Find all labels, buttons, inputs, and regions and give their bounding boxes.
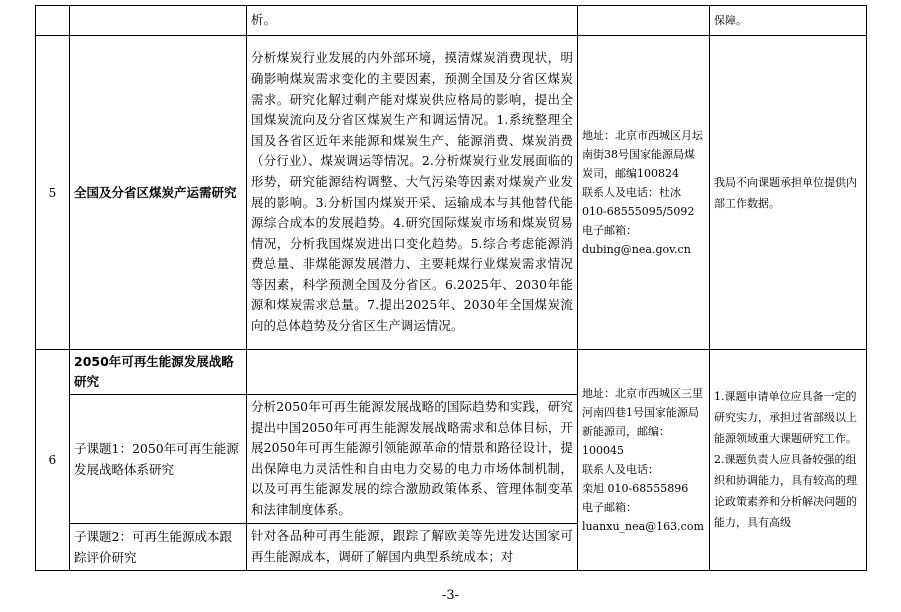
- contact-info: [578, 36, 710, 350]
- subtask-content: 分析2050年可再生能源发展战略的国际趋势和实践，研究提出中国2050年可再生能源发展战略需求和总体目标，开展2050年可再生能源引领能源革命的情景和路径设计，提出保障电力灵活性和自由电力交易的电力市场体制机制，以及可再生能源发展的综合激励政策体系、管理体制变革和法律制度体系。: [247, 395, 578, 524]
- contact-address: 地址：北京市西城区月坛南街38号国家能源局煤炭司，邮编100824: [582, 129, 703, 180]
- project-note: 1.课题申请单位应具备一定的研究实力，承担过省部级以上能源领域重大课题研究工作。2.课题负责人应具备较强的组织和协调能力，具有较高的理论政策素养和分析解决问题的能力，具有高级: [710, 350, 867, 571]
- row-number-cell: [36, 6, 70, 36]
- contact-info: [578, 350, 710, 571]
- project-title: 全国及分省区煤炭产运需研究: [70, 36, 247, 350]
- projects-table: [35, 5, 867, 571]
- subtask-title: 子课题1：2050年可再生能源发展战略体系研究: [70, 395, 247, 524]
- contact-person-label: 联系人及电话：: [582, 462, 659, 476]
- table-row: [36, 350, 867, 395]
- subtask-title: 子课题2：可再生能源成本跟踪评价研究: [70, 523, 247, 570]
- page-number: -3-: [441, 588, 460, 603]
- project-content: 分析煤炭行业发展的内外部环境，摸清煤炭消费现状，明确影响煤炭需求变化的主要因素，预测全国及分省区煤炭需求。研究化解过剩产能对煤炭供应格局的影响，提出全国煤炭流向及分省区煤炭生产和调运情况。1.系统整理全国及各省区近年来能源和煤炭生产、能源消费、煤炭消费（分行业）、煤炭调运等情况。2.分析煤炭行业发展面临的形势，研究能源结构调整、大气污染等因素对煤炭产业发展的影响。3.分析国内煤炭开采、运输成本与其他替代能源综合成本的发展趋势。4.研究国际煤炭市场和煤炭贸易情况，分析我国煤炭进出口变化趋势。5.综合考虑能源消费总量、非煤能源发展潜力、主要耗煤行业煤炭需求情况等因素，科学预测全国及分省区。6.2025年、2030年能源和煤炭需求总量。7.提出2025年、2030年全国煤炭流向的总体趋势及分省区生产调运情况。: [247, 36, 578, 350]
- contact-email: dubing@nea.gov.cn: [582, 243, 691, 256]
- table-row: [36, 36, 867, 350]
- table-row: [36, 6, 867, 36]
- row-number: 6: [36, 350, 70, 571]
- contact-cell: [578, 6, 710, 36]
- project-title: 2050年可再生能源发展战略研究: [70, 350, 247, 395]
- subtask-content: 针对各品种可再生能源，跟踪了解欧美等先进发达国家可再生能源成本，调研了解国内典型系统成本；对: [247, 523, 578, 570]
- title-cell: [70, 6, 247, 36]
- contact-person: 联系人及电话：杜冰 010-68555095/5092: [582, 186, 695, 218]
- row-number: 5: [36, 36, 70, 350]
- project-note: 我局不向课题承担单位提供内部工作数据。: [710, 36, 867, 350]
- contact-email-label: 电子邮箱：: [582, 500, 637, 514]
- note-cell: 保障。: [710, 6, 867, 36]
- contact-email: luanxu_nea@163.com: [582, 519, 704, 533]
- contact-person: 栾旭 010-68555896: [582, 481, 689, 495]
- contact-address: 地址：北京市西城区三里河南四巷1号国家能源局新能源司，邮编：100045: [582, 386, 703, 457]
- contact-email-label: 电子邮箱：: [582, 224, 637, 237]
- content-cell: [247, 350, 578, 395]
- content-cell: 析。: [247, 6, 578, 36]
